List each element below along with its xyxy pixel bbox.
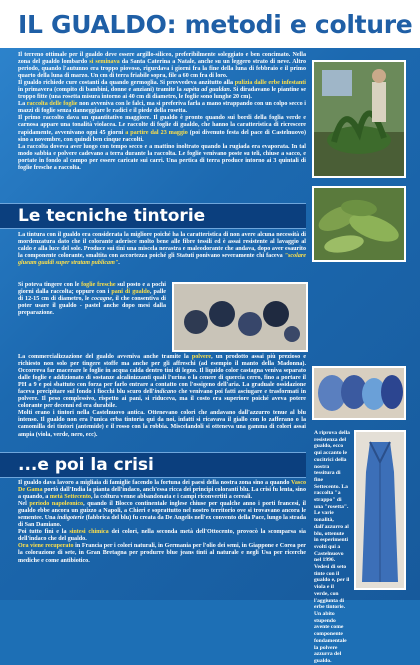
paragraph: La tintura con il gualdo era considerata la migliore poiché ha la caratteristica di non avere alcuna necessità di mordenzatura dato che il colorante aderisce molto bene alle fibre tessili ed è assai resistente al lavaggio al caldo e alla luce del sole. Produce sui tini una miscela nerastra e maleodorante che andava, dopo aver esaurito la componente colorante, smaltita con accortezza poiché gli Statuti ponivano severamente chi faceva "scolare glueam gualdi super stratam publicam". xyxy=(18,232,306,267)
paragraph: La raccolta doveva aver luogo con tempo secco e a mattino inoltrato quando la rugiada era evaporata. In tal modo sabbia e polvere cadevano a terra durante la raccolta. Le foglie venivano poste su teli, chiuse a sacco, e portate in fondo al campo per essere caricate sui carri. Una pertica di terra produce intorno ai 3 quintali di foglie fresche a raccolta. xyxy=(18,143,306,171)
section-heading-crisi xyxy=(0,452,306,478)
woad-balls-illustration xyxy=(174,284,306,350)
photo-woad-leaves xyxy=(312,186,406,262)
section-title: ...e poi la crisi xyxy=(18,455,154,475)
dyeing-methods-text xyxy=(18,282,166,317)
crisis-text xyxy=(18,480,306,565)
powder-text xyxy=(18,354,306,439)
paragraph: Il gualdo dava lavoro a migliaia di famiglie facendo la fortuna dei paesi della nostra zona sino a quando Vasco De Gama portò dall'India la pianta dell'indaco, anch'essa ricca dei principi coloranti blu. La crisi fu lenta, sino a quando, a metà Settecento, la coltura venne abbandonata e i campi riconvertiti a cereali. xyxy=(18,480,306,501)
title-banner xyxy=(0,0,420,48)
paragraph: Il gualdo richiede cure costanti da quando germoglia. Si provvedeva anzitutto alla pulizia dalle erbe infestanti in primavera (compito di bambini, donne e anziani) tramite la sapèta ad gualdan. Si diradavano le piantine se troppo fitte (una rosetta misura intorno ai 40 cm di diametro, le foglie sono lunghe 20 cm). xyxy=(18,80,306,101)
photo-dyed-skeins xyxy=(312,366,406,420)
paragraph: Molti erano i tintori nella Castelnuovo antica. Ottenevano colori che andavano dall'azzurro tenue al blu intenso. Il gualdo non era l'unica erba tintoria qui da noi, infatti si ricavava il giallo con lo zafferano o la camomilla dei tintori (antemide) e il rosso con la robbia. Miscelandoli si otteneva una gamma di colori assai ampia (viola, verde, nero, ecc). xyxy=(18,410,306,438)
photo-caption: A riprova della resistenza del gualdo, ecco qui accanto le cucitrici della nostra tessitura di fine Settecento. La raccolta "a strappo" di una "rosetta". Le varie tonalità, dall'azzurro al blu, ottenute in esperimenti svolti qui a Castelnuovo nel 1996. Vedesi di seto tinte con il gualdo e, per il viola e il verde, con l'aggiunta di erbe tintorie. Un abito stupendo avente come componente fondamentale la polvere azzurra del gualdo. xyxy=(314,430,350,664)
paragraph: Il terreno ottimale per il gualdo deve essere argillo-siliceo, preferibilmente soleggiato e ben concimato. Nella zona del gualdo lombardo si seminava da Santa Caterina a Natale, anche su un leggero strato di neve. Altro periodo, quando l'autunno era troppo piovoso, rigurdava i giorni fra la fine della luna di febbraio e il primo quarto della luna di marzo. Un cm di terra friabile sopra, file a 60 cm fra di loro. xyxy=(18,52,306,80)
paragraph: La raccolta delle foglie non avveniva con le falci, ma si preferiva farla a mano strappando con un colpo secco i mazzi di foglie senza danneggiare le radici e il piede della rosetta. xyxy=(18,101,306,115)
plant-photo-illustration xyxy=(314,62,404,176)
dyeing-intro-text xyxy=(18,232,306,267)
leaves-photo-illustration xyxy=(314,188,404,260)
section-title: Le tecniche tintorie xyxy=(18,206,206,226)
paragraph: Ora viene recuperato in Francia per i colori naturali, in Germania per l'olio dei semi, in Giappone e Corea per la colorazione di sete, in Gran Bretagna per produrre blue jeans tinti al naturale e negli Usa per ricerche mediche e come antibiotico. xyxy=(18,543,306,564)
section-heading-tecniche xyxy=(0,203,306,229)
photo-blue-garment xyxy=(354,430,406,590)
paragraph: Nel periodo napoleonico, quando il Blocco continentale inglese chiuse per qualche anno i porti francesi, il gualdo ebbe ancora un guizzo a Napoli, a Chieri e soprattutto nel nostro territorio ove si trovavano ancora le sementee. Una indigoterie (fabbrica del blu) fu creata da De Angelis nell'ex convento della Pace, lungo la strada di San Damiano. xyxy=(18,501,307,529)
photo-rosetta-harvest xyxy=(312,60,406,178)
paragraph: La commercializzazione del gualdo avveniva anche tramite la polvere, un prodotto assai più prezioso e richiesto non solo per tingere stoffe ma anche per gli affreschi (ad esempio il manto della Madonna). Occorreva far macerare le foglie in acqua calda dentro tini di legno. Il liquido color castagna veniva separato dalle foglie e addizionato di sostanze alcalinizzanti quali l'urina o la cenere di quercia cerro, fino a portare il PH a 9 e poi sbattuto con forza per farlo entrare a contatto con l'ossigeno dell'aria. La graduale ossidazione faceva precipitare sul fondo i fiocchi blu scuro dell'indicano che venivano poi fatti asciugare e trasformati in polvere. Il peso complessivo, rispetto ai pani, si riduceva, ma il costo era superiore poiché aveva potere colorante per decenni ed era durabile. xyxy=(18,354,306,410)
garment-illustration xyxy=(356,432,404,588)
paragraph: Il primo raccolto dava un quantitativo maggiore. Il gualdo è pronto quando sui bordi della foglia verde e carnosa appare una tonalità violacea. Le raccolte di foglie di gualdo, che hanno la caratteristica di ricrescere rapidamente, avvenivano ogni 45 giorni a partire dal 23 maggio (poi divenuto festa del pace di Castelnuovo) sino a novembre, con quindi ben cinque raccolti. xyxy=(18,115,306,143)
intro-text xyxy=(18,52,306,172)
page-title: IL GUALDO: metodi e colture xyxy=(18,10,413,39)
paragraph: Poi tutto finì e la sintesi chimica dei colori, nella seconda metà dell'Ottocento, provocò la scomparsa sia dell'indaco che del gualdo. xyxy=(18,529,306,543)
paragraph: Si poteva tingere con le foglie fresche sul posto e a pochi giorni dalla raccolta; oppure con i pani di gualdo, palle di 12-15 cm di diametro, le cocagne, il che consentiva di poter usare il gualdo - pastel anche dopo mesi dalla preparazione. xyxy=(18,282,166,317)
photo-woad-balls xyxy=(172,282,308,352)
skeins-illustration xyxy=(314,368,404,418)
